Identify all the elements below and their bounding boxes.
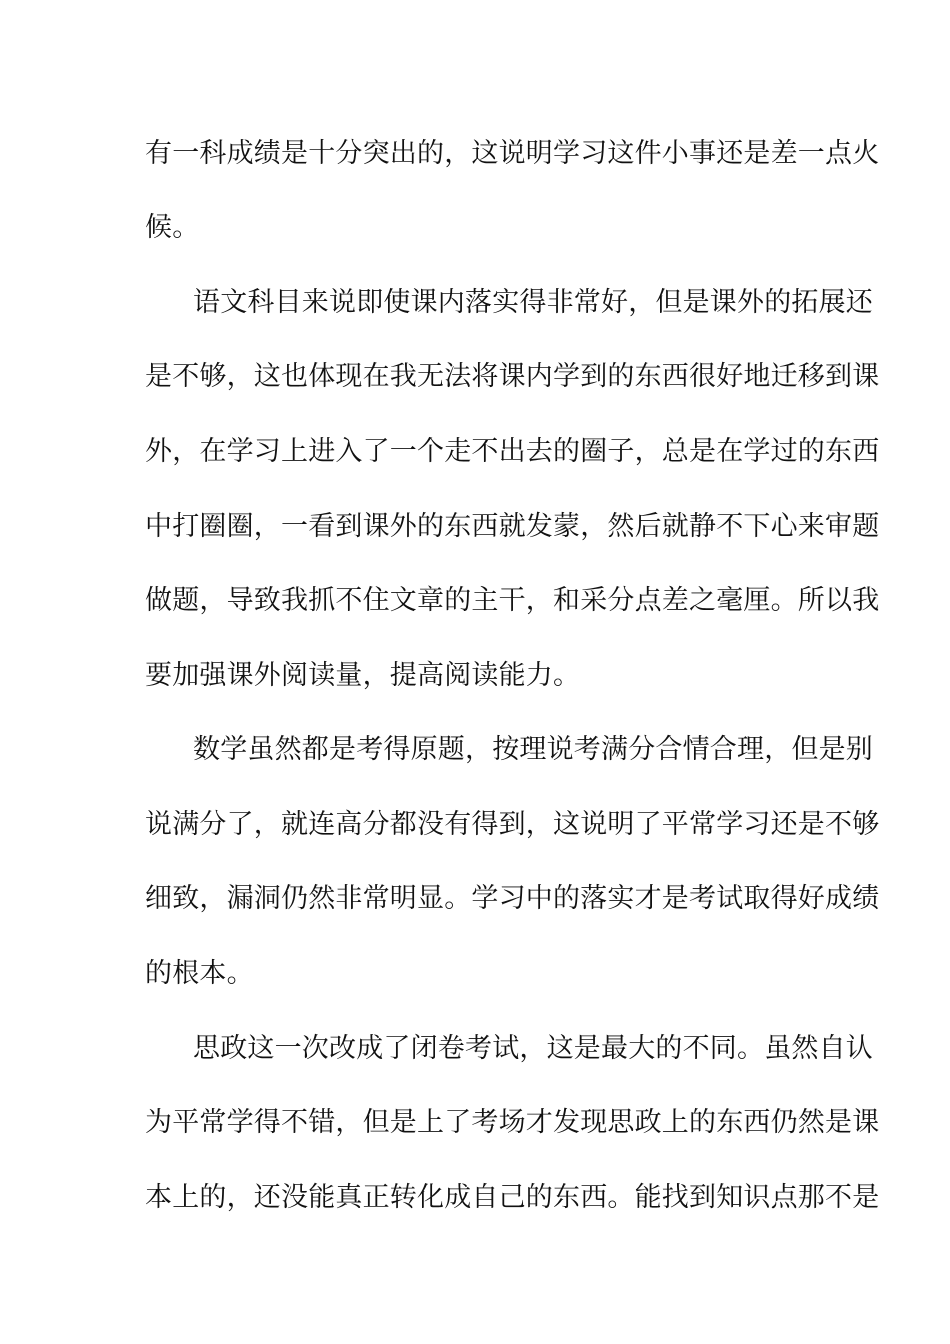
paragraph-first-line: 思政这一次改成了闭卷考试，这是最大的不同。虽然自认 xyxy=(193,1033,873,1064)
text-line: 有一科成绩是十分突出的，这说明学习这件小事还是差一点火 xyxy=(145,138,880,169)
text-line: 候。 xyxy=(145,212,200,243)
text-line: 的根本。 xyxy=(145,958,254,989)
text-line: 为平常学得不错，但是上了考场才发现思政上的东西仍然是课 xyxy=(145,1107,880,1138)
text-line: 外，在学习上进入了一个走不出去的圈子，总是在学过的东西 xyxy=(145,436,880,467)
text-line: 细致，漏洞仍然非常明显。学习中的落实才是考试取得好成绩 xyxy=(145,883,880,914)
paragraph-first-line: 语文科目来说即使课内落实得非常好，但是课外的拓展还 xyxy=(193,287,873,318)
text-line: 中打圈圈，一看到课外的东西就发蒙，然后就静不下心来审题 xyxy=(145,511,880,542)
text-line: 说满分了，就连高分都没有得到，这说明了平常学习还是不够 xyxy=(145,809,880,840)
paragraph-first-line: 数学虽然都是考得原题，按理说考满分合情合理，但是别 xyxy=(193,734,873,765)
text-line: 做题，导致我抓不住文章的主干，和采分点差之毫厘。所以我 xyxy=(145,585,880,616)
text-line: 本上的，还没能真正转化成自己的东西。能找到知识点那不是 xyxy=(145,1182,880,1213)
text-line: 要加强课外阅读量，提高阅读能力。 xyxy=(145,660,581,691)
text-line: 是不够，这也体现在我无法将课内学到的东西很好地迁移到课 xyxy=(145,361,880,392)
